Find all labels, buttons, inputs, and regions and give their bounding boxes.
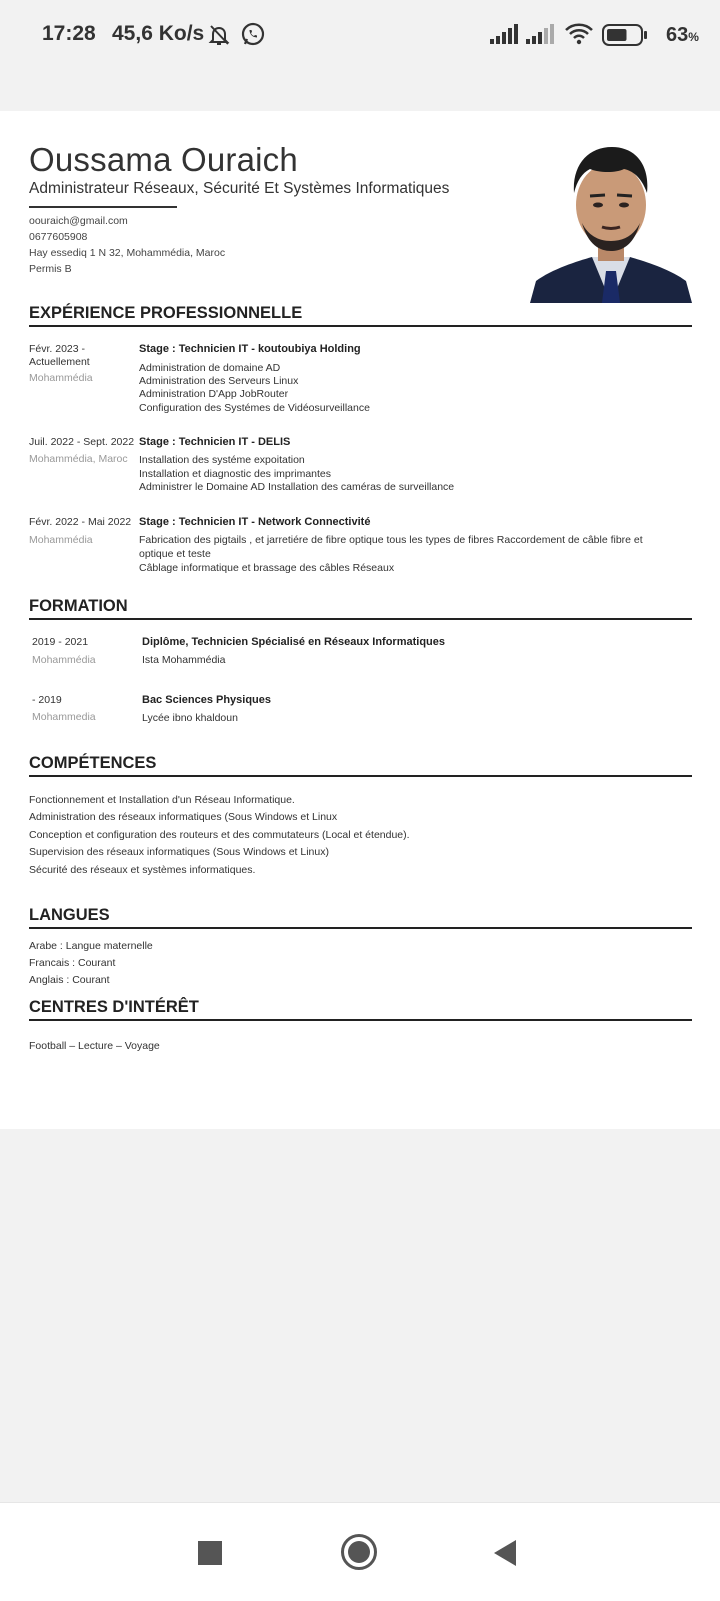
experience-line: Administration des Serveurs Linux	[139, 375, 299, 387]
back-triangle-icon[interactable]	[494, 1540, 516, 1566]
navigation-bar	[0, 1502, 720, 1601]
skill-item: Sécurité des réseaux et systèmes informatiques.	[29, 864, 256, 876]
skill-item: Supervision des réseaux informatiques (Sous Windows et Linux)	[29, 846, 329, 858]
experience-divider	[29, 325, 692, 327]
education-heading: FORMATION	[29, 597, 128, 615]
experience-place: Mohammédia	[29, 372, 93, 384]
signal-icon	[490, 24, 518, 46]
status-bar	[0, 0, 720, 70]
contact-email: oouraich@gmail.com	[29, 215, 128, 227]
home-circle-icon[interactable]	[341, 1534, 377, 1570]
battery-icon	[602, 24, 648, 46]
contact-address: Hay essediq 1 N 32, Mohammédia, Maroc	[29, 247, 226, 259]
experience-date: Févr. 2023 - Actuellement	[29, 343, 90, 368]
language-item: Anglais : Courant	[29, 974, 110, 986]
title-divider	[29, 206, 177, 208]
experience-line: Câblage informatique et brassage des câbles Réseaux	[139, 562, 395, 574]
experience-role: Stage : Technicien IT - DELIS	[139, 436, 291, 448]
languages-heading: LANGUES	[29, 906, 110, 924]
education-divider	[29, 618, 692, 620]
experience-line: Configuration des Systémes de Vidéosurveillance	[139, 402, 370, 414]
cv-job-title: Administrateur Réseaux, Sécurité Et Systèmes Informatiques	[29, 180, 450, 197]
cv-name: Oussama Ouraich	[29, 141, 298, 178]
profile-photo	[530, 139, 692, 303]
education-place: Mohammédia	[32, 654, 96, 666]
skill-item: Fonctionnement et Installation d'un Réseau Informatique.	[29, 794, 295, 806]
wifi-icon	[564, 22, 594, 46]
clock: 17:28	[42, 22, 96, 45]
experience-heading: EXPÉRIENCE PROFESSIONNELLE	[29, 304, 303, 322]
contact-phone: 0677605908	[29, 231, 88, 243]
experience-role: Stage : Technicien IT - Network Connectivité	[139, 516, 371, 528]
experience-date: Févr. 2022 - Mai 2022	[29, 516, 132, 528]
network-speed: 45,6 Ko/s	[112, 22, 205, 45]
experience-line: Installation et diagnostic des imprimantes	[139, 468, 332, 480]
experience-place: Mohammédia, Maroc	[29, 453, 128, 465]
experience-line: Administrer le Domaine AD Installation des caméras de surveillance	[139, 481, 455, 493]
education-date: 2019 - 2021	[32, 636, 89, 648]
recents-square-icon[interactable]	[198, 1541, 222, 1565]
skills-divider	[29, 775, 692, 777]
skill-item: Administration des réseaux informatiques (Sous Windows et Linux	[29, 811, 338, 823]
language-item: Francais : Courant	[29, 957, 116, 969]
experience-line: Administration de domaine AD	[139, 362, 281, 374]
education-degree: Diplôme, Technicien Spécialisé en Réseaux Informatiques	[142, 636, 446, 648]
whatsapp-icon	[240, 21, 266, 47]
skills-heading: COMPÉTENCES	[29, 754, 157, 772]
interests-divider	[29, 1019, 692, 1021]
skill-item: Conception et configuration des routeurs et des commutateurs (Local et étendue).	[29, 829, 410, 841]
languages-divider	[29, 927, 692, 929]
experience-date: Juil. 2022 - Sept. 2022	[29, 436, 135, 448]
language-item: Arabe : Langue maternelle	[29, 940, 153, 952]
education-school: Ista Mohammédia	[142, 654, 226, 666]
education-degree: Bac Sciences Physiques	[142, 694, 272, 706]
signal-icon-2	[526, 24, 554, 46]
experience-line: Installation des systéme expoitation	[139, 454, 305, 466]
education-place: Mohammedia	[32, 711, 96, 723]
education-date: - 2019	[32, 694, 62, 706]
bell-muted-icon	[207, 23, 231, 47]
contact-license: Permis B	[29, 263, 72, 275]
experience-role: Stage : Technicien IT - koutoubiya Holding	[139, 343, 361, 355]
education-school: Lycée ibno khaldoun	[142, 712, 238, 724]
experience-place: Mohammédia	[29, 534, 93, 546]
battery-percent: 63%	[666, 24, 699, 46]
experience-line: Fabrication des pigtails , et jarretiére de fibre optique tous les types de fibres Raccordement de câble fibre et optique et teste	[139, 534, 643, 560]
interests-text: Football – Lecture – Voyage	[29, 1040, 160, 1052]
interests-heading: CENTRES D'INTÉRÊT	[29, 998, 199, 1016]
cv-page	[0, 111, 720, 1129]
experience-line: Administration D'App JobRouter	[139, 388, 289, 400]
